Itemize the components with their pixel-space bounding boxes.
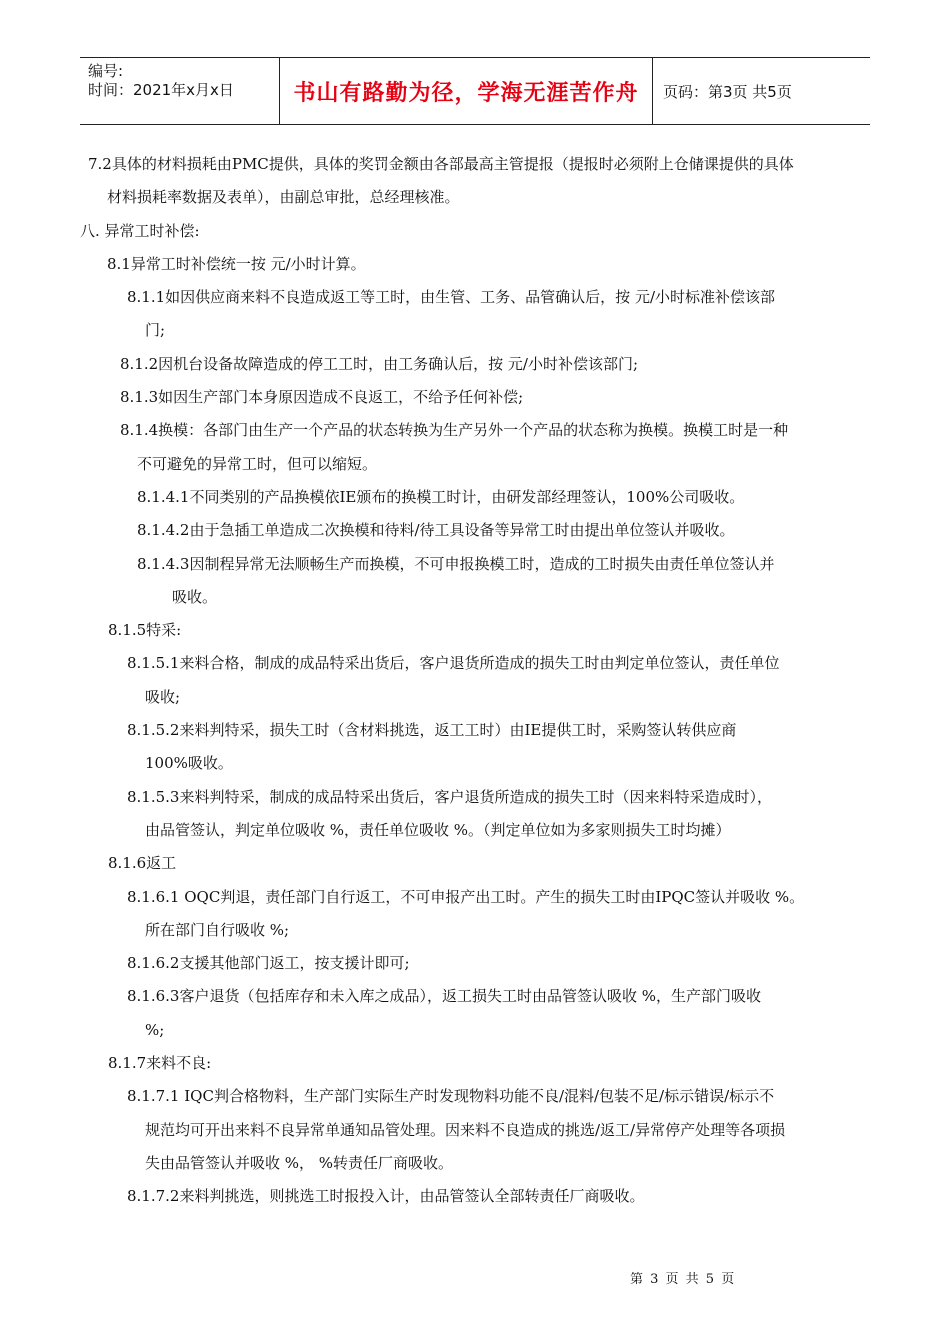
paragraph-line: 材料损耗率数据及表单），由副总审批，总经理核准。 — [107, 188, 460, 207]
paragraph-line: 门; — [145, 321, 166, 340]
paragraph-line: 8.1.4.3因制程异常无法顺畅生产而换模，不可申报换模工时，造成的工时损失由责任单位签认并 — [137, 554, 775, 573]
paragraph-line: 所在部门自行吸收 %; — [145, 920, 290, 939]
document-body — [0, 148, 950, 1214]
paragraph-line: 8.1.6.2支援其他部门返工，按支援计即可; — [127, 954, 410, 973]
paragraph-line: 7.2具体的材料损耗由PMC提供，具体的奖罚金额由各部最高主管提报（提报时必须附上仓储课提供的具体 — [88, 155, 794, 173]
paragraph-line: 8.1.5.3来料判特采，制成的成品特采出货后，客户退货所造成的损失工时（因来料特采造成时）， — [127, 787, 772, 806]
document-header — [80, 57, 870, 125]
page-footer: 第 3 页 共 5 页 — [630, 1272, 735, 1287]
paragraph-line: 8.1.1如因供应商来料不良造成返工等工时，由生管、工务、品管确认后，按 元/小时标准补偿该部 — [127, 288, 775, 307]
paragraph-line: 100%吸收。 — [145, 754, 233, 773]
section-heading: 八. 异常工时补偿: — [80, 221, 200, 240]
paragraph-line: 由品管签认，判定单位吸收 %，责任单位吸收 %。（判定单位如为多家则损失工时均摊） — [145, 820, 731, 839]
paragraph-line: 8.1.6.3客户退货（包括库存和未入库之成品），返工损失工时由品管签认吸收 %，生产部门吸收 — [127, 987, 762, 1006]
paragraph-line: 8.1.4.2由于急插工单造成二次换模和待料/待工具设备等异常工时由提出单位签认并吸收。 — [137, 521, 735, 540]
doc-number-label: 编号: — [88, 62, 124, 80]
paragraph-line: 8.1.5.1来料合格，制成的成品特采出货后，客户退货所造成的损失工时由判定单位签认，责任单位 — [127, 654, 780, 673]
paragraph-line: 8.1.2因机台设备故障造成的停工工时，由工务确认后，按 元/小时补偿该部门; — [120, 354, 639, 373]
paragraph-line: 8.1.5.2来料判特采，损失工时（含材料挑选，返工工时）由IE提供工时，采购签认转供应商 — [127, 721, 737, 740]
paragraph-line: 8.1异常工时补偿统一按 元/小时计算。 — [107, 254, 366, 273]
paragraph-line: 8.1.7.1 IQC判合格物料，生产部门实际生产时发现物料功能不良/混料/包装不足/标示错误/标示不 — [127, 1087, 775, 1106]
paragraph-line: 8.1.3如因生产部门本身原因造成不良返工，不给予任何补偿; — [120, 388, 524, 407]
paragraph-line: 吸收; — [145, 687, 181, 706]
paragraph-line: 8.1.4换模：各部门由生产一个产品的状态转换为生产另外一个产品的状态称为换模。换模工时是一种 — [120, 421, 789, 440]
header-meta — [80, 58, 280, 124]
header-page-info: 页码：第3页 共5页 — [663, 82, 792, 101]
paragraph-line: 8.1.5特采: — [108, 621, 182, 640]
paragraph-line: 规范均可开出来料不良异常单通知品管处理。因来料不良造成的挑选/返工/异常停产处理等各项损 — [145, 1120, 786, 1139]
paragraph-line: 不可避免的异常工时，但可以缩短。 — [137, 454, 378, 473]
paragraph-line: 8.1.6.1 OQC判退，责任部门自行返工，不可申报产出工时。产生的损失工时由IPQC签认并吸收 %。 — [127, 887, 805, 906]
doc-time-label: 时间：2021年x月x日 — [88, 81, 234, 99]
paragraph-line: 8.1.7.2来料判挑选，则挑选工时报投入计，由品管签认全部转责任厂商吸收。 — [127, 1187, 645, 1206]
paragraph-line: 8.1.7来料不良: — [108, 1054, 212, 1073]
paragraph-line: %; — [145, 1020, 165, 1039]
header-motto: 书山有路勤为径，学海无涯苦作舟 — [280, 58, 653, 124]
paragraph-line: 8.1.6返工 — [108, 854, 177, 873]
paragraph-line: 吸收。 — [172, 587, 218, 606]
paragraph-line: 失由品管签认并吸收 %， %转责任厂商吸收。 — [145, 1153, 454, 1172]
paragraph-line: 8.1.4.1不同类别的产品换模依IE颁布的换模工时计，由研发部经理签认，100%公司吸收。 — [137, 487, 745, 506]
